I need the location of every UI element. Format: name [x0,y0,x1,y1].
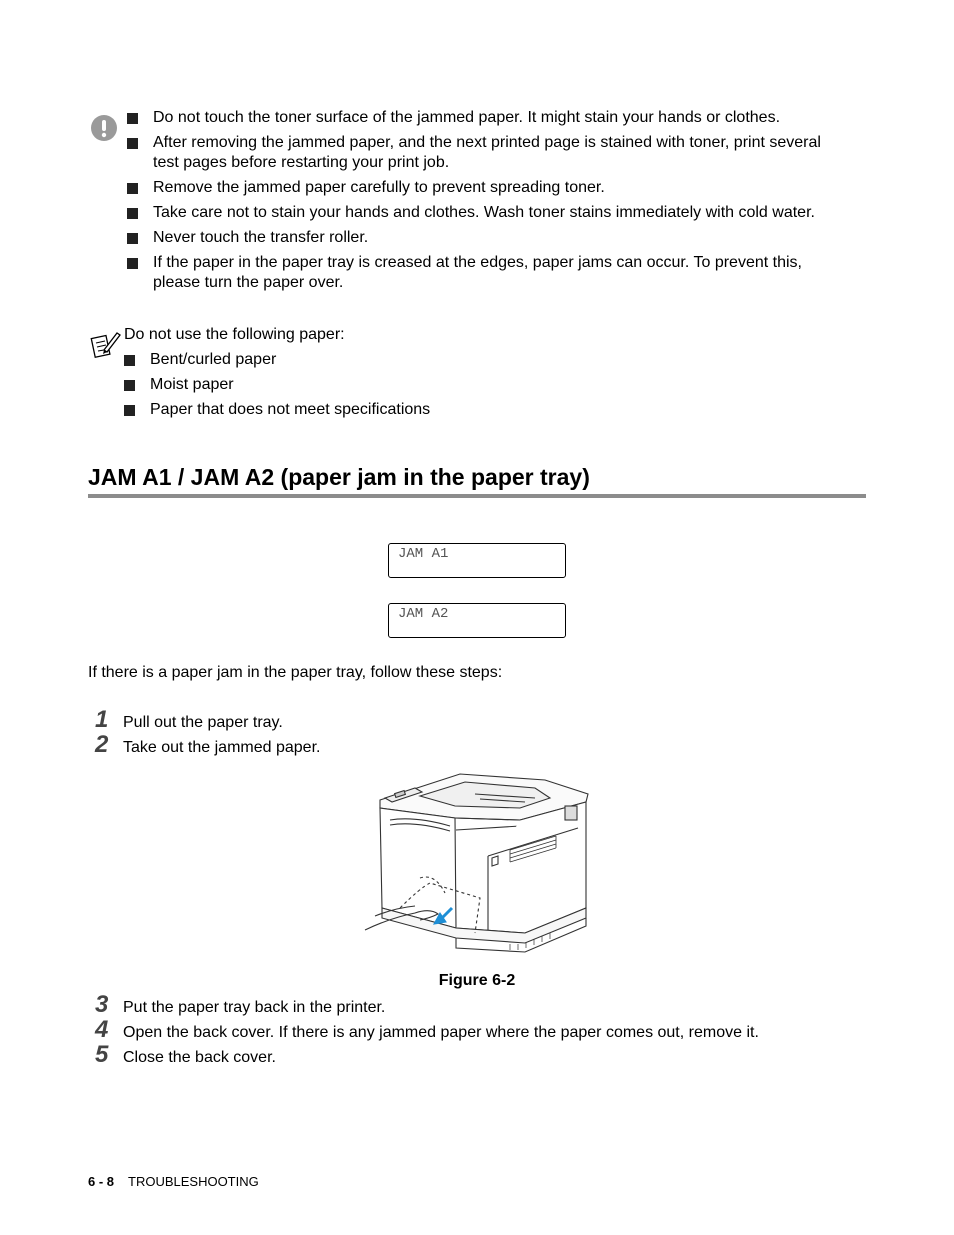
heading-rule [88,494,866,498]
caution-item-1: Do not touch the toner surface of the jammed paper. It might stain your hands or clothes. [153,109,781,126]
step-text: Put the paper tray back in the printer. [123,999,386,1016]
step-number: 5 [95,1041,109,1068]
caution-item-6-line-2: please turn the paper over. [153,274,344,291]
note-item-1: Bent/curled paper [150,351,277,368]
footer-section-label: TROUBLESHOOTING [128,1174,259,1189]
caution-item-4: Take care not to stain your hands and clothes. Wash toner stains immediately with cold water. [153,204,815,221]
caution-item-3: Remove the jammed paper carefully to prevent spreading toner. [153,179,605,196]
step-number: 2 [95,731,109,758]
note-item-2: Moist paper [150,376,234,393]
caution-item-2-line-1: After removing the jammed paper, and the next printed page is stained with toner, print several [153,134,821,151]
bullet-icon [127,113,138,124]
bullet-icon [127,258,138,269]
bullet-icon [127,138,138,149]
bullet-icon [127,233,138,244]
step-text: Take out the jammed paper. [123,739,321,756]
note-intro: Do not use the following paper: [124,326,345,343]
caution-item-2-line-2: test pages before restarting your print job. [153,154,450,171]
lcd-display-jam-a2 [388,603,566,638]
step-text: Open the back cover. If there is any jammed paper where the paper comes out, remove it. [123,1024,759,1041]
caution-item-5: Never touch the transfer roller. [153,229,369,246]
bullet-icon [127,208,138,219]
bullet-icon [127,183,138,194]
bullet-icon [124,405,135,416]
caution-icon [91,115,117,141]
lcd-text: JAM A1 [398,546,449,562]
step-number: 1 [95,706,109,733]
lcd-text: JAM A2 [398,606,449,622]
step-text: Pull out the paper tray. [123,714,283,731]
figure-caption: Figure 6-2 [438,972,516,989]
bullet-icon [124,380,135,391]
caution-item-6-line-1: If the paper in the paper tray is creased at the edges, paper jams can occur. To prevent this, [153,254,802,271]
page-number: 6 - 8 [88,1174,115,1189]
lcd-display-jam-a1 [388,543,566,578]
note-pencil-icon [90,328,122,365]
bullet-icon [124,355,135,366]
step-number: 4 [95,1016,109,1043]
steps-intro: If there is a paper jam in the paper tray, follow these steps: [88,664,503,681]
step-number: 3 [95,991,109,1018]
step-text: Close the back cover. [123,1049,276,1066]
section-heading: JAM A1 / JAM A2 (paper jam in the paper tray) [88,464,590,490]
note-item-3: Paper that does not meet specifications [150,401,431,418]
printer-illustration [360,768,600,963]
